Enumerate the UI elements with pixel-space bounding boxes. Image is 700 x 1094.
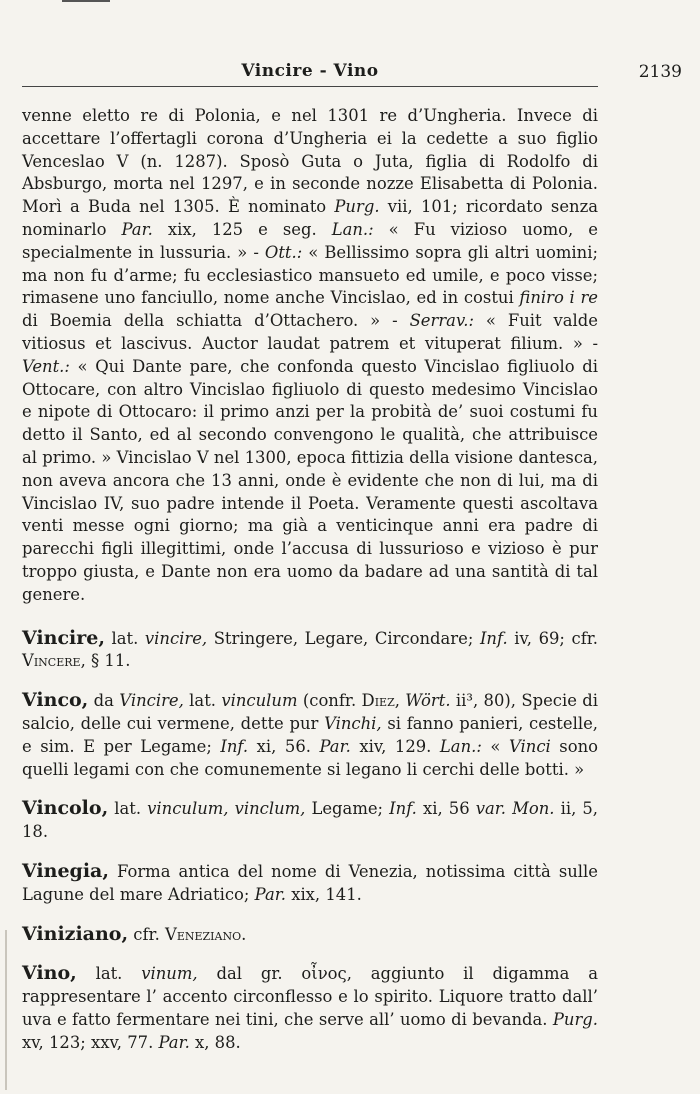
text-run: « Bellissimo sopra gli altri uomini; ma non fu d’arme; fu ecclesiastico mansueto ed umile, e poco visse; rimasene uno fanciullo, nome anche Vincislao, ed in costui bbox=[22, 242, 598, 308]
text-run: « bbox=[481, 736, 509, 756]
text-run: , bbox=[394, 691, 406, 711]
running-title: Vincire - Vino bbox=[241, 61, 379, 81]
reference-abbrev: Par. bbox=[121, 219, 153, 239]
quoted-phrase: finiro i re bbox=[519, 288, 598, 308]
text-run: , § 11. bbox=[80, 651, 131, 671]
reference-abbrev: Par. bbox=[158, 1032, 190, 1052]
running-header bbox=[22, 61, 682, 87]
text-run: . bbox=[241, 924, 247, 944]
text-run: lat. bbox=[183, 691, 222, 711]
text-run: xiv, 129. bbox=[350, 736, 440, 756]
headword: Viniziano, bbox=[22, 922, 129, 945]
text-run: iv, 69; cfr. bbox=[507, 628, 599, 648]
text-run: di Boemia della schiatta d’Ottachero. » - bbox=[22, 311, 410, 331]
text-run: dal gr. οἶνος, aggiunto il digamma a rappresentare l’ accento circonflesso e lo spirito. Liquore tratto dall’ uva e fatto fermentare nei tini, che serve all’ uomo di bevanda. bbox=[22, 964, 598, 1029]
reference-abbrev: Par. bbox=[319, 736, 351, 756]
text-run: (confr. bbox=[297, 691, 362, 711]
headword: Vino, bbox=[22, 962, 77, 985]
reference-abbrev: Lan.: bbox=[439, 736, 482, 756]
reference-abbrev: Ott.: bbox=[264, 242, 303, 262]
reference-abbrev: Par. bbox=[254, 884, 286, 904]
top-edge-mark bbox=[62, 0, 110, 2]
headword: Vincire, bbox=[22, 626, 105, 649]
text-run: da bbox=[88, 691, 120, 711]
italic-term: vinum, bbox=[141, 964, 198, 984]
entry-vinco bbox=[22, 689, 598, 781]
text-run: « Fu vizioso uomo, e specialmente in lussuria. » - bbox=[22, 219, 598, 262]
text-run: ii, 5, 18. bbox=[22, 799, 598, 842]
text-run: xi, 56. bbox=[248, 736, 320, 756]
italic-term: vincire, bbox=[144, 628, 208, 648]
cross-reference: Veneziano bbox=[165, 924, 242, 944]
italic-term: Vinci bbox=[508, 736, 551, 756]
text-run: xix, 125 e seg. bbox=[152, 219, 332, 239]
reference-abbrev: Inf. bbox=[389, 799, 417, 819]
reference-abbrev: Inf. bbox=[220, 736, 249, 756]
reference-abbrev: var. bbox=[475, 799, 506, 819]
italic-term: Vinchi, bbox=[324, 713, 382, 733]
text-run: x, 88. bbox=[189, 1032, 241, 1052]
reference-abbrev: Vent.: bbox=[22, 356, 70, 376]
cross-reference: Diez bbox=[361, 691, 395, 711]
entry-viniziano bbox=[22, 923, 598, 947]
text-run: xix, 141. bbox=[285, 884, 362, 904]
text-run: si fanno panieri, cestelle, e sim. E per Legame; bbox=[22, 713, 598, 756]
text-run: lat. bbox=[104, 628, 145, 648]
text-run: Legame; bbox=[305, 799, 390, 819]
reference-abbrev: Mon. bbox=[512, 799, 555, 819]
text-run: xv, 123; xxv, 77. bbox=[22, 1032, 159, 1052]
reference-abbrev: Serrav.: bbox=[409, 311, 474, 331]
entry-vincire bbox=[22, 627, 598, 674]
page-body bbox=[22, 105, 598, 1070]
text-run: lat. bbox=[108, 799, 148, 819]
binding-edge-line bbox=[5, 930, 7, 1090]
text-run: venne eletto re di Polonia, e nel 1301 re d’Ungheria. Invece di accettare l’offertagli corona d’Ungheria ei la cedette a suo figlio Venceslao V (n. 1287). Sposò Guta o Juta, figlia di Rodolfo di Absburgo, morta nel 1297, e in seconde nozze Elisabetta di Polonia. Morì a Buda nel 1305. È nominato bbox=[22, 106, 598, 217]
reference-abbrev: Lan.: bbox=[331, 219, 374, 239]
text-run: vii, 101; ricordato senza nominarlo bbox=[22, 197, 598, 239]
italic-term: Vincire, bbox=[119, 691, 184, 711]
text-run: ii³, 80), Specie di salcio, delle cui vermene, dette pur bbox=[22, 691, 598, 733]
headword: Vincolo, bbox=[22, 797, 109, 820]
header-rule bbox=[22, 86, 598, 87]
page-number: 2139 bbox=[638, 62, 682, 82]
cross-reference: Vincere bbox=[22, 651, 81, 671]
text-run: sono quelli legami con che comunemente si legano li cerchi delle botti. » bbox=[22, 736, 599, 779]
headword: Vinegia, bbox=[22, 859, 109, 882]
text-run: « Fuit valde vitiosus et lascivus. Auctor laudat patrem et vituperat filium. » - bbox=[22, 311, 598, 353]
reference-abbrev: Purg. bbox=[552, 1009, 598, 1029]
entry-vinegia bbox=[22, 860, 598, 907]
headword: Vinco, bbox=[22, 689, 89, 712]
reference-abbrev: Inf. bbox=[479, 628, 508, 648]
entry-vino bbox=[22, 962, 598, 1054]
text-run: « Qui Dante pare, che confonda questo Vincislao figliuolo di Ottocare, con altro Vincislao figliuolo di questo medesimo Vincislao e nipote di Ottocaro: il primo anzi per la probità de’ suoi costumi fu detto il Santo, ed al secondo convengono le qualità, che attribuisce al primo. » Vincislao V nel 1300, epoca fittizia della visione dantesca, non aveva ancora che 13 anni, onde è evidente che non di lui, ma di Vincislao IV, suo padre intende il Poeta. Veramente questi ascoltava venti messe ogni giorno; ma già a venticinque anni era padre di parecchi figli illegittimi, onde l’accusa di lussurioso e vizioso è pur troppo giusta, e Dante non era uomo da badare ad una santità di tal genere. bbox=[22, 356, 598, 604]
text-run: xi, 56 bbox=[416, 799, 476, 819]
text-run: lat. bbox=[76, 964, 142, 984]
reference-abbrev: Wört. bbox=[405, 691, 451, 711]
text-run: Forma antica del nome di Venezia, notissima città sulle Lagune del mare Adriatico; bbox=[22, 861, 598, 904]
reference-abbrev: Purg. bbox=[334, 197, 380, 217]
entry-vincolo bbox=[22, 797, 598, 844]
continued-entry-paragraph bbox=[22, 105, 598, 607]
text-run: cfr. bbox=[128, 924, 165, 944]
italic-term: vinculum bbox=[221, 691, 298, 711]
italic-term: vinculum, vinclum, bbox=[147, 799, 306, 819]
text-run: Stringere, Legare, Circondare; bbox=[207, 628, 480, 648]
